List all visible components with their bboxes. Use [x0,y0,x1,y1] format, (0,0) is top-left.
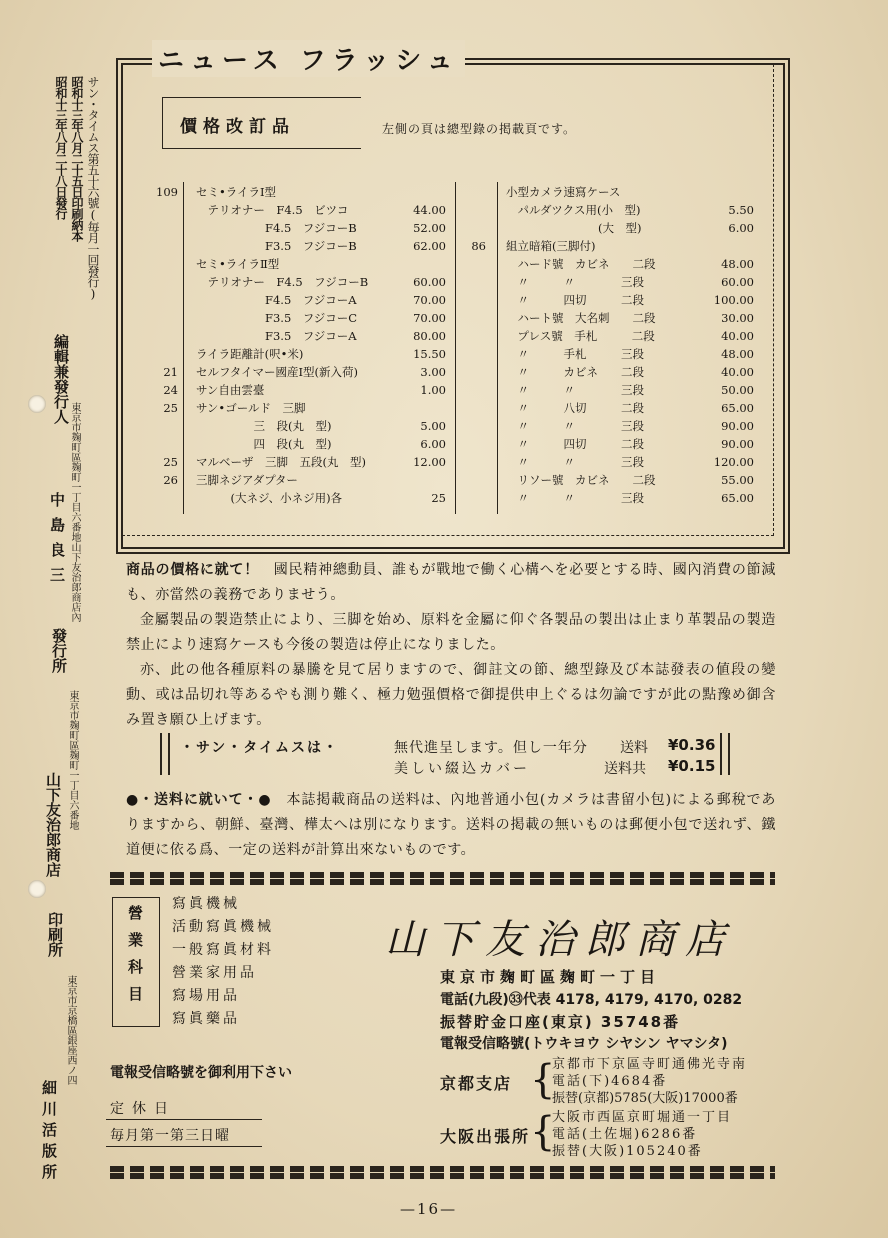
price-row-page: 26 [163,473,178,487]
price-row-page [446,435,486,453]
sun-times-line2-kind: 送料共 [604,761,646,777]
price-row-price: 80.00 [413,329,446,343]
price-row-price: 15.50 [413,347,446,361]
telegram-note: 電報受信略號を御利用下さい [110,1065,292,1081]
brace: { [530,1109,556,1155]
postage-heading: ●・送料に就いて・● [126,792,272,808]
divider-dashed [110,879,775,885]
table-rule [497,182,498,514]
price-row-name: ハード號 カビネ 二段 [506,257,656,271]
price-row-page [138,201,178,219]
price-row-price [402,399,446,417]
price-row-name: セルフタイマー國産Ⅰ型(新入荷) [196,365,358,379]
price-row-price: 1.00 [420,383,446,397]
price-row-name: リソー號 カビネ 二段 [506,473,656,487]
price-row-price: 6.00 [728,221,754,235]
kyoto-branch-label: 京都支店 [440,1074,513,1093]
price-row-page [446,327,486,345]
price-row-page [446,453,486,471]
colophon-print-date: 昭和十三年八月二十五日印刷納本 [70,76,84,241]
brace: { [530,1057,556,1103]
price-row-name: ハート號 大名刺 二段 [506,311,656,325]
price-row-page [446,309,486,327]
price-row-page [138,255,178,273]
price-row-name: 三 段(丸 型) [196,419,332,433]
company-address: 東京市麹町區麹町一丁目 [440,968,661,986]
price-row-page: 24 [163,383,178,397]
price-row-page [446,201,486,219]
sun-times-line1-kind: 送料 [620,740,648,756]
holiday-rule [106,1146,262,1147]
holiday-rule [106,1119,262,1120]
sun-times-line2-price: ¥0.15 [668,757,716,775]
price-row-page [446,471,486,489]
price-row-page: 109 [156,185,178,199]
binding-hole [28,395,46,413]
colophon-printer-name: 細川活版所 [40,1080,58,1185]
price-row-name: プレス號 手札 二段 [506,329,655,343]
business-item: 營業家用品 [172,965,257,981]
price-notice-heading: 商品の價格に就て！ [126,562,259,578]
price-row-price: 60.00 [721,275,754,289]
price-row-page [446,363,486,381]
postage-paragraph [126,788,776,863]
price-row-page [138,327,178,345]
price-notice-p3: 亦、此の他各種原料の暴騰を見て居りますので、御註文の節、總型錄及び本誌發表の値段の變動、或は品切れ等あるやも測り難く、極力勉强價格で御提供申上ぐるは勿論ですが此の點豫め御含み置き願ひ上げます。 [126,662,776,728]
price-row-price: 48.00 [721,257,754,271]
company-logo: 山下友治郎商店 [385,917,735,963]
price-row-name: 〃 手札 三段 [506,347,644,361]
sun-times-bracket-right [720,733,730,775]
price-row-price: 25 [431,491,446,505]
sun-times-line1-price: ¥0.36 [668,736,716,754]
company-transfer: 振替貯金口座(東京) 35748番 [440,1013,681,1031]
business-label: 營業科目 [126,905,144,1013]
price-row-name: 三脚ネジアダプター [196,473,298,487]
price-row-page [446,489,486,507]
price-row-name: セミ•ライラⅡ型 [196,257,280,271]
price-row-page [446,399,486,417]
price-row-name: 〃 四切 二段 [506,437,644,451]
price-row-page [446,381,486,399]
section-note: 左側の頁は總型錄の掲載頁です。 [382,122,577,136]
company-telegram: 電報受信略號(トウキヨウ シヤシン ヤマシタ) [440,1036,728,1052]
price-row-price: 30.00 [721,311,754,325]
price-row-page [138,435,178,453]
kyoto-line: 振替(京都)5785(大阪)17000番 [552,1091,738,1106]
price-row-page: 25 [163,401,178,415]
price-row-name: 〃 〃 三段 [506,275,644,289]
price-row-name: 小型カメラ速寫ケース [506,185,621,199]
osaka-branch-label: 大阪出張所 [440,1127,531,1146]
news-flash-title: ニュース フラッシュ [152,40,465,77]
price-row-name: 〃 四切 二段 [506,293,644,307]
business-item: 一般寫眞材料 [172,942,274,958]
price-row-price [402,471,446,489]
osaka-line: 振替(大阪)105240番 [552,1144,703,1159]
price-row-price: 3.00 [420,365,446,379]
price-row-page [446,255,486,273]
divider-dashed [110,1173,775,1179]
price-row-name: F3.5 フジコーA [196,329,357,343]
holiday-value: 毎月第一第三日曜 [110,1128,230,1144]
divider-dashed [110,872,775,878]
price-notice-p1-text: 國民精神總動員、誰もが戰地で働く心構へを必要とする時、國內消費の節減も、亦當然の義務でありませう。 [126,562,776,603]
osaka-line: 大阪市西區京町堀通一丁目 [552,1110,733,1125]
price-row-price: 12.00 [413,455,446,469]
price-row-name: 〃 〃 三段 [506,491,644,505]
section-title: 價格改訂品 [180,117,295,137]
price-row-price [710,237,754,255]
price-row-price: 55.00 [721,473,754,487]
sun-times-bracket-left [160,733,170,775]
business-item: 寫眞藥品 [172,1011,240,1027]
price-row-name: 〃 八切 二段 [506,401,644,415]
price-row-page: 25 [163,455,178,469]
binding-hole [28,880,46,898]
price-row-price: 60.00 [413,275,446,289]
price-row-price: 44.00 [413,203,446,217]
price-row-page [446,219,486,237]
postage-text: 本誌掲載商品の送料は、內地普通小包(カメラは書留小包)による郵稅でありますから、朝鮮、臺灣、樺太へは別になります。送料の掲載の無いものは郵便小包で送れず、鐵道便に依る爲、一定の送料が計算出來ないものです。 [126,792,776,858]
price-row-page [138,309,178,327]
price-row-price: 65.00 [721,401,754,415]
business-item: 活動寫眞機械 [172,919,274,935]
price-row-price: 5.50 [728,203,754,217]
price-row-price [402,183,446,201]
price-row-name: F3.5 フジコーC [196,311,358,325]
osaka-line: 電話(土佐堀)6286番 [552,1127,698,1142]
price-row-price: 40.00 [721,365,754,379]
price-row-name: ライラ距離計(呎•米) [196,347,304,361]
price-notice-p2: 金屬製品の製造禁止により、三脚を始め、原料を金屬に仰ぐ各製品の製出は止まり革製品の製造禁止により速寫ケースも今後の製造は停止になりました。 [126,612,776,653]
colophon-printer-address: 東京市京橋區銀座西ノ四 [65,975,76,1085]
price-row-page [138,417,178,435]
price-row-page [138,219,178,237]
price-row-price: 52.00 [413,221,446,235]
price-row-name: パルダツクス用(小 型) [506,203,641,217]
colophon-editor-name: 中島良三 [48,492,66,592]
price-row-page [446,345,486,363]
price-row-price [710,183,754,201]
price-row-page [138,345,178,363]
price-row-price [402,255,446,273]
price-row-price: 70.00 [413,311,446,325]
kyoto-line: 京都市下京區寺町通佛光寺南 [552,1057,748,1072]
sun-times-line1-text: 無代進呈します。但し一年分 [394,740,588,756]
holiday-label: 定休日 [110,1101,176,1117]
price-row-name: マルベーザ 三脚 五段(丸 型) [196,455,366,469]
price-row-name: 〃 〃 三段 [506,455,644,469]
price-row-price: 50.00 [721,383,754,397]
price-row-price: 62.00 [413,239,446,253]
price-row-page [138,489,178,507]
business-item: 寫眞機械 [172,896,240,912]
price-row-page [446,273,486,291]
price-row-price: 40.00 [721,329,754,343]
price-row-name: テリオナー F4.5 フジコーB [196,275,369,289]
table-rule [183,182,184,514]
price-row-name: F4.5 フジコーB [196,221,357,235]
price-row-price: 100.00 [713,293,754,307]
price-row-name: F3.5 フジコーB [196,239,357,253]
price-row-page [138,291,178,309]
price-row-page [446,417,486,435]
divider-dashed [110,1166,775,1172]
colophon-issue-date: 昭和十三年八月二十八日發行 [54,76,68,219]
colophon-publisher-name: 山下友治郎商店 [44,772,62,877]
price-row-name: (大 型) [506,221,642,235]
price-row-name: 〃 〃 三段 [506,383,644,397]
price-row-name: 〃 カビネ 二段 [506,365,644,379]
price-row-price: 65.00 [721,491,754,505]
colophon-printer-label: 印刷所 [46,912,64,957]
business-item: 寫場用品 [172,988,240,1004]
colophon-publication-note: サン・タイムス第五十六號(毎月一回發行) [86,76,100,300]
page-number: —16— [400,1200,458,1218]
kyoto-line: 電話(下)4684番 [552,1074,668,1089]
company-phone: 電話(九段)㉝代表 4178, 4179, 4170, 0282 [440,992,743,1008]
price-row-price: 70.00 [413,293,446,307]
price-row-name: サン•ゴールド 三脚 [196,401,306,415]
price-row-page: 21 [163,365,178,379]
price-row-price: 90.00 [721,437,754,451]
price-row-price: 90.00 [721,419,754,433]
price-row-name: 〃 〃 三段 [506,419,644,433]
price-row-name: テリオナー F4.5 ビツコ [196,203,349,217]
price-row-name: F4.5 フジコーA [196,293,357,307]
colophon-editor-address: 東京市麹町區麹町一丁目六番地山下友治郎商店內 [69,402,80,622]
sun-times-label: ・サン・タイムスは・ [180,740,340,756]
price-row-page [446,183,486,201]
price-row-name: (大ネジ、小ネジ用)各 [196,491,343,505]
colophon-editor-label: 編輯兼發行人 [52,334,70,424]
price-row-page: 86 [471,239,486,253]
price-row-name: 四 段(丸 型) [196,437,332,451]
price-notice-p1 [126,558,776,608]
sun-times-line2-text: 美しい綴込カバー [394,761,530,777]
price-row-price: 6.00 [420,437,446,451]
price-row-price: 120.00 [713,455,754,469]
price-row-page [138,273,178,291]
price-row-page [446,291,486,309]
price-row-name: セミ•ライラⅠ型 [196,185,276,199]
price-row-page [138,237,178,255]
price-row-price: 5.00 [420,419,446,433]
price-row-name: サン自由雲臺 [196,383,265,397]
colophon-publisher-address: 東京市麹町區麹町一丁目六番地 [67,690,78,830]
colophon-publisher-label: 發行所 [50,628,68,673]
price-row-name: 組立暗箱(三脚付) [506,239,596,253]
price-row-price: 48.00 [721,347,754,361]
